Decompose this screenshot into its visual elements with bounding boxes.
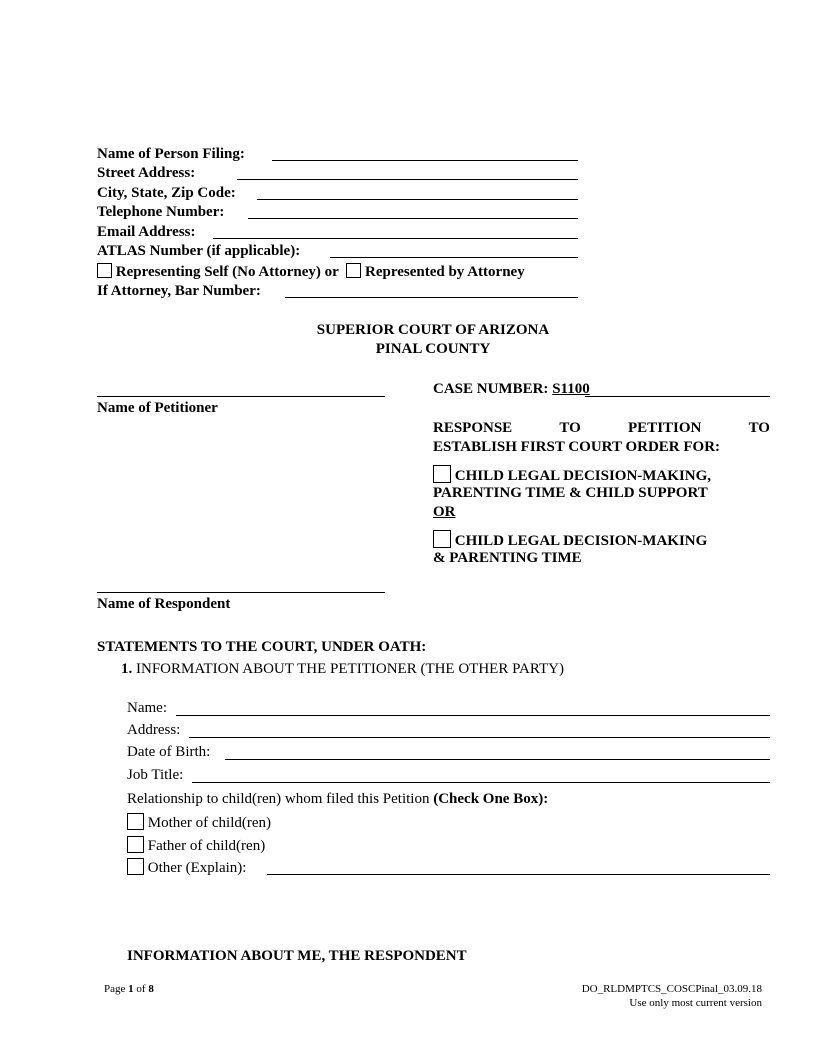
petitioner-dob-input[interactable] — [225, 759, 770, 760]
mother-checkbox[interactable] — [127, 813, 144, 830]
version-note: Use only most current version — [629, 997, 762, 1009]
title-word-petition: PETITION — [628, 420, 702, 436]
option2-line2: & PARENTING TIME — [433, 550, 582, 566]
other-label: Other (Explain): — [147, 860, 247, 876]
telephone-label: Telephone Number: — [97, 204, 225, 220]
father-label: Father of child(ren) — [147, 838, 266, 854]
telephone-row — [97, 204, 224, 221]
representing-self-checkbox[interactable] — [97, 263, 112, 278]
street-address-field[interactable] — [237, 179, 578, 180]
option2-checkbox[interactable] — [433, 530, 451, 548]
option2-line1: CHILD LEGAL DECISION-MAKING — [454, 533, 708, 549]
mother-label: Mother of child(ren) — [147, 815, 272, 831]
city-state-zip-row — [97, 185, 236, 202]
petitioner-name-field[interactable] — [97, 396, 385, 397]
petitioner-job-input[interactable] — [192, 782, 770, 783]
case-number-row — [433, 381, 590, 398]
telephone-field[interactable] — [248, 218, 578, 219]
relationship-row — [127, 791, 548, 808]
atlas-label: ATLAS Number (if applicable): — [97, 243, 301, 259]
bar-number-row — [97, 283, 261, 300]
item1-number: 1. — [121, 661, 133, 677]
other-row — [127, 858, 246, 877]
statements-heading: STATEMENTS TO THE COURT, UNDER OATH: — [97, 639, 427, 655]
page-number: 1 — [128, 983, 134, 995]
respondent-name-field[interactable] — [97, 592, 385, 593]
atlas-field[interactable] — [330, 257, 578, 258]
father-checkbox[interactable] — [127, 836, 144, 853]
page-word: Page — [104, 983, 126, 995]
email-field[interactable] — [213, 238, 578, 239]
petitioner-address-input[interactable] — [189, 737, 770, 738]
representation-row — [97, 263, 525, 281]
item2-heading: INFORMATION ABOUT ME, THE RESPONDENT — [127, 948, 467, 964]
represented-by-attorney-label: Represented by Attorney — [365, 264, 525, 280]
case-number-value: S1100 — [552, 381, 590, 397]
representing-self-label: Representing Self (No Attorney) or — [115, 264, 339, 280]
option1-line1-row — [433, 465, 711, 485]
response-title-line1 — [433, 420, 770, 437]
other-checkbox[interactable] — [127, 858, 144, 875]
petitioner-dob-label: Date of Birth: — [127, 744, 211, 760]
response-title-line2: ESTABLISH FIRST COURT ORDER FOR: — [433, 439, 721, 455]
street-address-label: Street Address: — [97, 165, 196, 181]
petitioner-job-label: Job Title: — [127, 767, 184, 783]
petitioner-label: Name of Petitioner — [97, 400, 218, 416]
father-row — [127, 836, 265, 855]
of-word: of — [136, 983, 146, 995]
petitioner-address-label: Address: — [127, 722, 181, 738]
bar-number-field[interactable] — [285, 297, 578, 298]
filer-name-row — [97, 146, 245, 163]
respondent-label: Name of Respondent — [97, 596, 231, 612]
form-id: DO_RLDMPTCS_COSCPinal_03.09.18 — [581, 983, 762, 995]
petitioner-name-label: Name: — [127, 700, 167, 716]
city-state-zip-label: City, State, Zip Code: — [97, 185, 236, 201]
city-state-zip-field[interactable] — [257, 199, 578, 200]
represented-by-attorney-checkbox[interactable] — [346, 263, 361, 278]
bar-number-label: If Attorney, Bar Number: — [97, 283, 261, 299]
option1-line2: PARENTING TIME & CHILD SUPPORT — [433, 485, 708, 501]
title-word-response: RESPONSE — [433, 420, 513, 436]
email-row — [97, 224, 196, 241]
option2-line1-row — [433, 530, 707, 550]
page-total: 8 — [148, 983, 154, 995]
petitioner-name-input[interactable] — [176, 715, 770, 716]
mother-row — [127, 813, 271, 832]
title-word-to: TO — [559, 420, 581, 436]
option1-checkbox[interactable] — [433, 465, 451, 483]
page-indicator — [104, 983, 154, 995]
title-word-to-2: TO — [748, 420, 770, 436]
or-label: OR — [433, 504, 456, 520]
case-number-field[interactable] — [585, 396, 770, 397]
email-label: Email Address: — [97, 224, 196, 240]
filer-name-field[interactable] — [272, 160, 578, 161]
item1-heading — [121, 661, 564, 678]
court-name: SUPERIOR COURT OF ARIZONA — [316, 322, 550, 338]
other-explain-input[interactable] — [267, 874, 770, 875]
option1-line1: CHILD LEGAL DECISION-MAKING, — [454, 468, 712, 484]
relationship-check-note: (Check One Box): — [433, 791, 549, 807]
relationship-prefix: Relationship to child(ren) whom filed this Petition — [127, 791, 430, 807]
court-county: PINAL COUNTY — [375, 341, 491, 357]
case-number-label: CASE NUMBER: — [433, 381, 549, 397]
atlas-row — [97, 243, 300, 260]
item1-title: INFORMATION ABOUT THE PETITIONER (THE OTHER PARTY) — [136, 661, 564, 677]
street-address-row — [97, 165, 195, 182]
filer-name-label: Name of Person Filing: — [97, 146, 245, 162]
